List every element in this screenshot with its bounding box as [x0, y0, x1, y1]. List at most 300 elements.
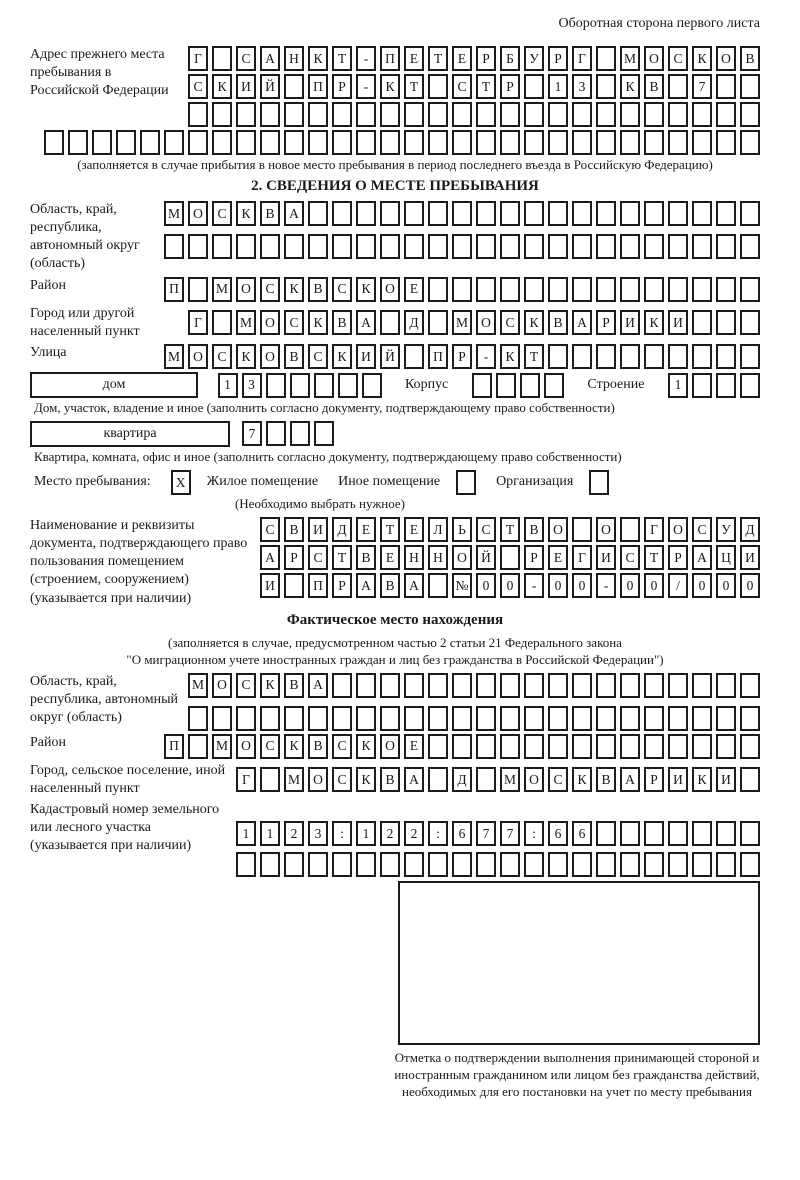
char-cell: А — [356, 573, 376, 598]
char-cell — [620, 277, 640, 302]
char-cell: 6 — [548, 821, 568, 846]
char-cell — [716, 102, 736, 127]
gorod-group — [30, 305, 760, 341]
char-cell: К — [284, 734, 304, 759]
char-cell — [740, 821, 760, 846]
char-cell: Р — [284, 545, 304, 570]
char-cell — [716, 373, 736, 398]
mesto-option-inoe — [338, 470, 476, 495]
char-cell — [284, 102, 304, 127]
char-cell: М — [284, 767, 304, 792]
char-cell — [260, 767, 280, 792]
char-cell — [500, 673, 520, 698]
char-cell: 3 — [572, 74, 592, 99]
char-cell: И — [596, 545, 616, 570]
char-cell: Р — [332, 74, 352, 99]
char-cell — [544, 373, 564, 398]
char-cell — [404, 130, 424, 155]
char-cell: К — [308, 310, 328, 335]
char-cell: 7 — [476, 821, 496, 846]
char-cell — [548, 201, 568, 226]
char-cell — [596, 74, 616, 99]
char-cell: М — [164, 344, 184, 369]
char-cell — [356, 102, 376, 127]
char-cell — [164, 130, 184, 155]
char-cell — [740, 74, 760, 99]
char-cell: О — [668, 517, 688, 542]
char-cell — [476, 201, 496, 226]
mesto-option-org — [496, 470, 609, 495]
char-cell — [548, 673, 568, 698]
char-cell — [548, 277, 568, 302]
char-cell — [692, 310, 712, 335]
char-cell: С — [332, 734, 352, 759]
char-cell: И — [716, 767, 736, 792]
raion-group — [30, 277, 760, 302]
char-cell — [404, 102, 424, 127]
prev-address-row-2 — [188, 74, 760, 99]
char-cell — [332, 706, 352, 731]
char-cell: В — [596, 767, 616, 792]
zhiloe-label: Жилое помещение — [206, 474, 319, 490]
char-cell — [164, 234, 184, 259]
char-cell: Г — [572, 46, 592, 71]
char-cell — [284, 74, 304, 99]
char-cell: В — [308, 734, 328, 759]
char-cell — [716, 821, 736, 846]
char-cell: С — [332, 767, 352, 792]
char-cell: 2 — [404, 821, 424, 846]
char-cell — [428, 734, 448, 759]
char-cell: А — [284, 201, 304, 226]
char-cell — [428, 74, 448, 99]
char-cell: 7 — [692, 74, 712, 99]
char-cell — [692, 852, 712, 877]
char-cell: Й — [260, 74, 280, 99]
section2-title: 2. СВЕДЕНИЯ О МЕСТЕ ПРЕБЫВАНИЯ — [251, 177, 539, 194]
zhiloe-checkbox — [171, 470, 191, 495]
char-cell — [692, 234, 712, 259]
char-cell — [332, 234, 352, 259]
char-cell — [740, 373, 760, 398]
char-cell: Н — [404, 545, 424, 570]
char-cell: - — [356, 46, 376, 71]
stroenie-label: Строение — [587, 377, 645, 393]
char-cell: Р — [548, 46, 568, 71]
char-cell: П — [380, 46, 400, 71]
char-cell: Р — [452, 344, 472, 369]
char-cell — [332, 852, 352, 877]
char-cell: П — [308, 573, 328, 598]
mesto-row — [34, 470, 760, 495]
char-cell — [524, 102, 544, 127]
char-cell: 6 — [572, 821, 592, 846]
char-cell — [428, 573, 448, 598]
char-cell: К — [644, 310, 664, 335]
char-cell: 0 — [740, 573, 760, 598]
char-cell — [596, 46, 616, 71]
org-checkbox — [589, 470, 609, 495]
char-cell: : — [428, 821, 448, 846]
char-cell — [572, 130, 592, 155]
char-cell — [452, 234, 472, 259]
char-cell — [476, 673, 496, 698]
char-cell — [716, 673, 736, 698]
char-cell — [500, 234, 520, 259]
char-cell — [524, 673, 544, 698]
char-cell — [596, 130, 616, 155]
char-cell: Л — [428, 517, 448, 542]
mesto-label: Место пребывания: — [34, 474, 151, 490]
prev-address-label: Адрес прежнего места пребывания в Российской Федерации — [30, 47, 169, 99]
doc-group — [30, 517, 760, 608]
char-cell — [284, 234, 304, 259]
prev-address-group — [30, 46, 760, 127]
char-cell — [716, 706, 736, 731]
char-cell: Й — [380, 344, 400, 369]
char-cell: К — [260, 673, 280, 698]
char-cell: А — [404, 767, 424, 792]
kadastr-row-2 — [236, 852, 760, 877]
char-cell — [668, 130, 688, 155]
char-cell — [380, 130, 400, 155]
dom-row — [30, 372, 760, 398]
char-cell: 2 — [284, 821, 304, 846]
char-cell — [548, 102, 568, 127]
char-cell — [692, 130, 712, 155]
fact-caption-line1: (заполняется в случае, предусмотренном частью 2 статьи 21 Федерального закона — [168, 634, 622, 650]
char-cell — [740, 673, 760, 698]
char-cell — [716, 201, 736, 226]
char-cell — [596, 706, 616, 731]
ulitsa-label: Улица — [30, 345, 67, 361]
doc-rows — [260, 517, 760, 598]
char-cell: Д — [404, 310, 424, 335]
char-cell — [284, 573, 304, 598]
char-cell: - — [596, 573, 616, 598]
dom-number-cells — [218, 373, 382, 398]
char-cell: С — [260, 517, 280, 542]
char-cell — [92, 130, 112, 155]
oblast-label: Область, край, республика, автономный округ (область) — [30, 201, 140, 272]
char-cell — [476, 130, 496, 155]
char-cell — [716, 852, 736, 877]
char-cell: X — [171, 470, 191, 495]
char-cell — [428, 234, 448, 259]
char-cell: 1 — [668, 373, 688, 398]
char-cell — [572, 673, 592, 698]
char-cell — [500, 102, 520, 127]
char-cell: 0 — [620, 573, 640, 598]
char-cell: В — [308, 277, 328, 302]
char-cell — [500, 706, 520, 731]
char-cell — [212, 102, 232, 127]
char-cell: А — [692, 545, 712, 570]
char-cell — [572, 201, 592, 226]
char-cell — [356, 201, 376, 226]
char-cell: М — [620, 46, 640, 71]
char-cell: М — [212, 734, 232, 759]
char-cell — [472, 373, 492, 398]
char-cell — [290, 421, 310, 446]
char-cell: 3 — [308, 821, 328, 846]
char-cell: Е — [548, 545, 568, 570]
stamp-box — [398, 881, 760, 1045]
char-cell — [332, 102, 352, 127]
char-cell: О — [188, 344, 208, 369]
char-cell — [68, 130, 88, 155]
char-cell — [428, 852, 448, 877]
doc-row-3 — [260, 573, 760, 598]
char-cell — [212, 310, 232, 335]
fact-oblast-label: Область, край, республика, автономный округ (область) — [30, 673, 179, 725]
char-cell: 7 — [500, 821, 520, 846]
char-cell — [188, 706, 208, 731]
char-cell: Е — [404, 517, 424, 542]
char-cell — [452, 734, 472, 759]
char-cell — [404, 344, 424, 369]
char-cell: Г — [188, 46, 208, 71]
char-cell: К — [212, 74, 232, 99]
char-cell: В — [284, 344, 304, 369]
char-cell — [596, 852, 616, 877]
char-cell — [620, 821, 640, 846]
char-cell — [284, 852, 304, 877]
char-cell — [236, 852, 256, 877]
char-cell: И — [620, 310, 640, 335]
char-cell: М — [212, 277, 232, 302]
char-cell — [140, 130, 160, 155]
char-cell — [428, 310, 448, 335]
char-cell — [572, 234, 592, 259]
char-cell: Р — [476, 46, 496, 71]
mesto-note: (Необходимо выбрать нужное) — [234, 495, 406, 511]
char-cell — [476, 706, 496, 731]
char-cell: 0 — [644, 573, 664, 598]
char-cell — [572, 344, 592, 369]
char-cell — [500, 130, 520, 155]
char-cell — [284, 130, 304, 155]
org-label: Организация — [496, 474, 574, 490]
char-cell: Е — [356, 517, 376, 542]
fact-oblast-row-1 — [188, 673, 760, 698]
char-cell: В — [524, 517, 544, 542]
char-cell: Т — [428, 46, 448, 71]
char-cell: 1 — [218, 373, 238, 398]
char-cell: О — [260, 310, 280, 335]
char-cell: В — [284, 517, 304, 542]
char-cell — [668, 706, 688, 731]
char-cell: Р — [596, 310, 616, 335]
stroenie-cells — [668, 373, 760, 398]
char-cell — [716, 344, 736, 369]
char-cell — [332, 673, 352, 698]
gorod-label: Город или другой населенный пункт — [30, 305, 140, 339]
char-cell: 0 — [692, 573, 712, 598]
fact-oblast-rows — [188, 673, 760, 731]
char-cell — [236, 102, 256, 127]
char-cell — [500, 734, 520, 759]
char-cell: С — [212, 344, 232, 369]
char-cell — [428, 673, 448, 698]
char-cell — [644, 673, 664, 698]
char-cell: И — [668, 310, 688, 335]
char-cell: К — [500, 344, 520, 369]
fact-raion-row — [164, 734, 760, 759]
char-cell: О — [644, 46, 664, 71]
char-cell — [476, 102, 496, 127]
char-cell — [524, 852, 544, 877]
kadastr-label: Кадастровый номер земельного или лесного участка (указывается при наличии) — [30, 801, 220, 854]
char-cell — [644, 102, 664, 127]
char-cell — [452, 102, 472, 127]
char-cell: В — [260, 201, 280, 226]
char-cell — [572, 102, 592, 127]
char-cell — [620, 734, 640, 759]
char-cell: В — [332, 310, 352, 335]
oblast-rows — [164, 201, 760, 259]
char-cell: К — [620, 74, 640, 99]
char-cell: О — [524, 767, 544, 792]
char-cell — [644, 821, 664, 846]
char-cell: О — [548, 517, 568, 542]
char-cell: С — [212, 201, 232, 226]
char-cell — [404, 852, 424, 877]
char-cell: 0 — [548, 573, 568, 598]
char-cell — [380, 201, 400, 226]
char-cell — [740, 852, 760, 877]
char-cell: А — [260, 46, 280, 71]
char-cell: Т — [476, 74, 496, 99]
fact-raion-label: Район — [30, 734, 66, 750]
char-cell: О — [212, 673, 232, 698]
char-cell: И — [236, 74, 256, 99]
char-cell: Т — [332, 545, 352, 570]
char-cell: О — [236, 277, 256, 302]
korpus-label: Корпус — [405, 377, 449, 393]
char-cell — [644, 852, 664, 877]
char-cell: К — [332, 344, 352, 369]
char-cell — [308, 130, 328, 155]
prev-address-caption: (заполняется в случае прибытия в новое место пребывания в период последнего въезда в Российскую Федерацию) — [77, 157, 713, 172]
char-cell: А — [356, 310, 376, 335]
char-cell — [668, 102, 688, 127]
char-cell — [452, 673, 472, 698]
char-cell: О — [260, 344, 280, 369]
char-cell: № — [452, 573, 472, 598]
char-cell — [428, 130, 448, 155]
char-cell: К — [524, 310, 544, 335]
char-cell — [644, 234, 664, 259]
char-cell — [500, 201, 520, 226]
char-cell: Т — [380, 517, 400, 542]
char-cell — [476, 734, 496, 759]
doc-row-2 — [260, 545, 760, 570]
char-cell — [476, 234, 496, 259]
char-cell: Е — [404, 46, 424, 71]
char-cell: А — [260, 545, 280, 570]
fact-raion-rows — [164, 734, 760, 759]
char-cell — [476, 852, 496, 877]
char-cell — [524, 234, 544, 259]
char-cell — [740, 102, 760, 127]
char-cell — [500, 277, 520, 302]
char-cell: - — [476, 344, 496, 369]
char-cell — [260, 706, 280, 731]
char-cell — [644, 201, 664, 226]
char-cell: М — [452, 310, 472, 335]
char-cell: В — [380, 767, 400, 792]
char-cell — [572, 852, 592, 877]
char-cell: С — [452, 74, 472, 99]
char-cell: И — [668, 767, 688, 792]
char-cell: С — [284, 310, 304, 335]
char-cell: Б — [500, 46, 520, 71]
kvartira-caption: Квартира, комната, офис и иное (заполнить согласно документу, подтверждающему право собственности) — [34, 448, 622, 464]
char-cell — [692, 673, 712, 698]
char-cell — [380, 706, 400, 731]
char-cell — [266, 421, 286, 446]
char-cell — [380, 102, 400, 127]
char-cell: С — [188, 74, 208, 99]
char-cell: / — [668, 573, 688, 598]
oblast-group — [30, 201, 760, 274]
char-cell: А — [308, 673, 328, 698]
char-cell: К — [356, 277, 376, 302]
char-cell: У — [524, 46, 544, 71]
char-cell: О — [476, 310, 496, 335]
char-cell — [692, 821, 712, 846]
ulitsa-group — [30, 344, 760, 369]
char-cell — [644, 277, 664, 302]
char-cell: Е — [404, 277, 424, 302]
char-cell — [668, 852, 688, 877]
char-cell: 2 — [380, 821, 400, 846]
char-cell: Т — [644, 545, 664, 570]
char-cell: В — [644, 74, 664, 99]
char-cell: В — [380, 573, 400, 598]
char-cell — [572, 277, 592, 302]
char-cell — [620, 201, 640, 226]
char-cell — [548, 734, 568, 759]
kvartira-row — [30, 421, 760, 447]
fact-gorod-row — [236, 767, 760, 792]
char-cell — [572, 706, 592, 731]
doc-row-1 — [260, 517, 760, 542]
char-cell: У — [716, 517, 736, 542]
char-cell — [692, 102, 712, 127]
char-cell — [740, 310, 760, 335]
char-cell: Г — [188, 310, 208, 335]
char-cell — [308, 102, 328, 127]
char-cell: 6 — [452, 821, 472, 846]
char-cell: С — [620, 545, 640, 570]
char-cell: В — [548, 310, 568, 335]
char-cell: К — [572, 767, 592, 792]
char-cell: К — [236, 344, 256, 369]
char-cell — [428, 277, 448, 302]
kadastr-rows — [236, 801, 760, 877]
char-cell — [548, 234, 568, 259]
char-cell — [500, 545, 520, 570]
char-cell: В — [284, 673, 304, 698]
ulitsa-row — [164, 344, 760, 369]
char-cell: Д — [332, 517, 352, 542]
raion-label: Район — [30, 277, 66, 293]
char-cell — [740, 277, 760, 302]
prev-address-row-3 — [188, 102, 760, 127]
char-cell — [716, 277, 736, 302]
